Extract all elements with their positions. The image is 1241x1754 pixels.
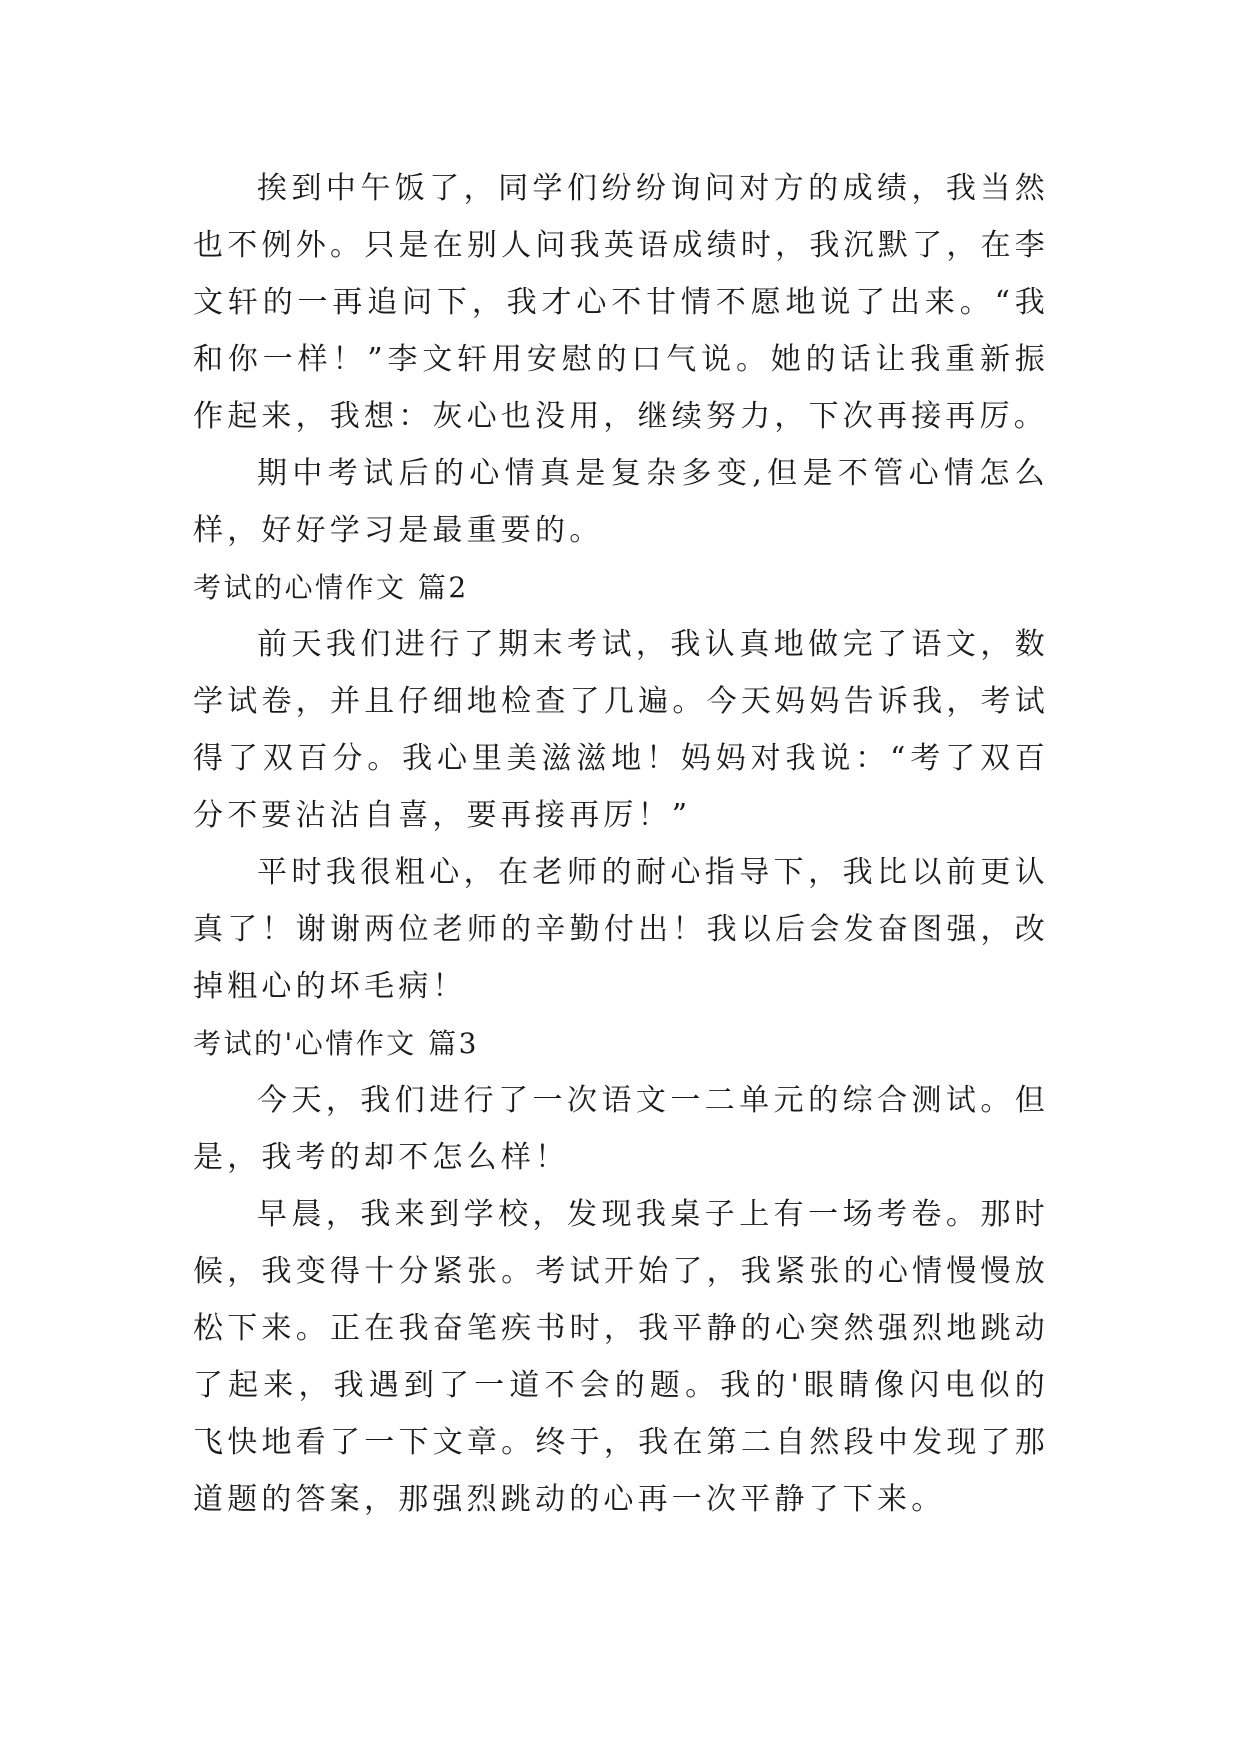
paragraph: 前天我们进行了期末考试，我认真地做完了语文，数学试卷，并且仔细地检查了几遍。今天妈妈告诉我，考试得了双百分。我心里美滋滋地！妈妈对我说：“考了双百分不要沾沾自喜，要再接再厉！” <box>193 627 1049 833</box>
document-body <box>193 160 1049 1528</box>
paragraph: 期中考试后的心情真是复杂多变,但是不管心情怎么样，好好学习是最重要的。 <box>193 456 1049 548</box>
section-heading: 考试的心情作文 篇2 <box>193 571 469 604</box>
paragraph: 平时我很粗心，在老师的耐心指导下，我比以前更认真了！谢谢两位老师的辛勤付出！我以后会发奋图强，改掉粗心的坏毛病！ <box>193 855 1049 1004</box>
paragraph: 早晨，我来到学校，发现我桌子上有一场考卷。那时候，我变得十分紧张。考试开始了，我紧张的心情慢慢放松下来。正在我奋笔疾书时，我平静的心突然强烈地跳动了起来，我遇到了一道不会的题。我的'眼睛像闪电似的飞快地看了一下文章。终于，我在第二自然段中发现了那道题的答案，那强烈跳动的心再一次平静了下来。 <box>193 1197 1049 1517</box>
paragraph: 挨到中午饭了，同学们纷纷询问对方的成绩，我当然也不例外。只是在别人问我英语成绩时，我沉默了，在李文轩的一再追问下，我才心不甘情不愿地说了出来。“我和你一样！”李文轩用安慰的口气说。她的话让我重新振作起来，我想：灰心也没用，继续努力，下次再接再厉。 <box>193 171 1049 434</box>
section-heading: 考试的'心情作文 篇3 <box>193 1027 479 1060</box>
paragraph: 今天，我们进行了一次语文一二单元的综合测试。但是，我考的却不怎么样！ <box>193 1083 1049 1175</box>
